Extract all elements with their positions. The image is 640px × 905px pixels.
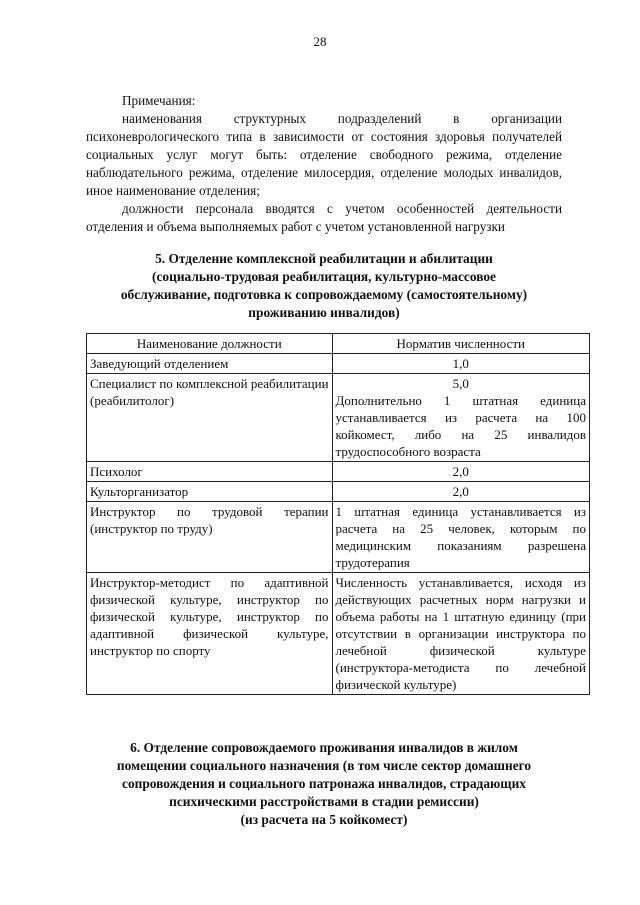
section-5-title-line: (социально-трудовая реабилитация, культурно-массовое	[152, 269, 496, 284]
notes-block	[86, 92, 562, 236]
section-5-title	[86, 250, 562, 322]
table-row	[87, 462, 590, 482]
norm-note: Дополнительно 1 штатная единица устанавливается из расчета на 100 койкомест, либо на 25 инвалидов трудоспособного возраста	[335, 393, 586, 459]
table-header-row	[87, 334, 590, 354]
position-cell: Культорганизатор	[87, 482, 333, 502]
table-row	[87, 502, 590, 573]
section-6-title-line: (из расчета на 5 койкомест)	[240, 812, 408, 827]
section-6-title-line: 6. Отделение сопровождаемого проживания инвалидов в жилом	[130, 740, 518, 755]
staffing-table	[86, 333, 590, 695]
section-6-title	[86, 739, 562, 829]
notes-paragraph-2: должности персонала вводятся с учетом особенностей деятельности отделения и объема выполняемых работ с учетом установленной нагрузки	[86, 201, 562, 234]
norm-cell: 1 штатная единица устанавливается из расчета на 25 человек, которым по медицинским показаниям разрешена трудотерапия	[332, 502, 589, 573]
table-row	[87, 374, 590, 462]
norm-cell: 2,0	[332, 482, 589, 502]
section-5-title-line: обслуживание, подготовка к сопровождаемому (самостоятельному)	[120, 287, 528, 302]
norm-cell	[332, 374, 589, 462]
norm-value: 5,0	[452, 376, 469, 391]
position-cell: Инструктор по трудовой терапии (инструктор по труду)	[87, 502, 333, 573]
notes-paragraph-1: наименования структурных подразделений в организации психоневрологического типа в зависимости от состояния здоровья получателей социальных услуг могут быть: отделение свободного режима, отделение наблюдательного режима, отделение милосердия, отделение молодых инвалидов, иное наименование отделения;	[86, 111, 562, 198]
notes-heading: Примечания:	[122, 93, 196, 108]
section-5-title-line: 5. Отделение комплексной реабилитации и абилитации	[155, 251, 493, 266]
norm-cell: 1,0	[332, 354, 589, 374]
position-cell: Психолог	[87, 462, 333, 482]
position-cell: Специалист по комплексной реабилитации (реабилитолог)	[87, 374, 333, 462]
section-5-title-line: проживанию инвалидов)	[248, 305, 400, 320]
section-6-title-line: сопровождения и социального патронажа инвалидов, страдающих	[122, 776, 526, 791]
table-row	[87, 573, 590, 695]
position-cell: Инструктор-методист по адаптивной физической культуре, инструктор по физической культуре, инструктор по адаптивной физической культуре, инструктор по спорту	[87, 573, 333, 695]
norm-cell: Численность устанавливается, исходя из действующих расчетных норм нагрузки и объема работы на 1 штатную единицу (при отсутствии в организации инструктора по лечебной физической культуре (инструктора-методиста по лечебной физической культуре)	[332, 573, 589, 695]
header-norm: Норматив численности	[332, 334, 589, 354]
table-row	[87, 482, 590, 502]
section-6-title-line: психическими расстройствами в стадии ремиссии)	[169, 794, 479, 809]
norm-cell: 2,0	[332, 462, 589, 482]
section-6-title-line: помещении социального назначения (в том числе сектор домашнего	[116, 758, 532, 773]
header-position: Наименование должности	[87, 334, 333, 354]
page-number: 28	[313, 34, 327, 49]
table-row	[87, 354, 590, 374]
position-cell: Заведующий отделением	[87, 354, 333, 374]
